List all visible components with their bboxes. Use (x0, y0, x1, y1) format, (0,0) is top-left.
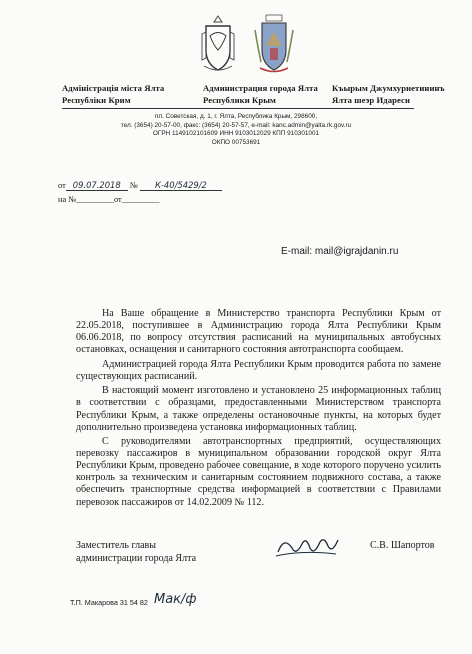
contact-phones: тел. (3654) 20-57-00, факс: (3654) 20-57-57, e-mail: kanc.admin@yalta.rk.gov.ru (120, 121, 352, 129)
header-crh-line1: Къырым Джумхуриетининъ (332, 83, 445, 93)
contact-ogrn: ОГРН 1149102101609 ИНН 9103012029 КПП 910301001 (152, 130, 320, 138)
registration-line (58, 180, 222, 191)
outgoing-number: К-40/5429/2 (140, 180, 222, 191)
body-paragraph-2: Администрацией города Ялта Республики Крым проводится работа по замене существующих расписаний. (76, 358, 441, 382)
header-russian (203, 82, 318, 106)
signatory-name: С.В. Шапортов (370, 540, 435, 551)
signatory-position (76, 540, 196, 565)
position-line-1: Заместитель главы (76, 540, 156, 551)
body-paragraph-4: С руководителями автотранспортных предприятий, осуществляющих перевозку пассажиров в муниципальном образовании городской округ Ялта Республики Крым, проведено рабочее совещание, в ходе которого поручено усилить контроль за техническим и санитарным состоянием подвижного состава, а также обеспечить транспортные средства информацией в соответствии с Правилами перевозок пассажиров от 14.02.2009 № 112. (76, 436, 441, 508)
executor-info: Т.П. Макарова 31 54 82 (70, 598, 148, 607)
contact-block (0, 113, 472, 147)
body-paragraph-1: На Ваше обращение в Министерство транспорта Республики Крым от 22.05.2018, поступившее в Администрацию города Ялта Республики Крым 06.06.2018, по вопросу отсутствия расписаний на муниципальных автобусных остановках, оснащения и санитарного состояния автотранспорта сообщаем. (76, 308, 441, 356)
header-ukrainian (62, 82, 164, 106)
body-paragraph-3: В настоящий момент изготовлено и установлено 25 информационных таблиц в соответствии с образцами, предоставленными Министерством транспорта Республики Крым, а также определены остановочные пункты, на которых будет дополнительно произведена установка информационных таблиц. (76, 385, 441, 433)
header-rus-line1: Администрация города Ялта (203, 83, 318, 93)
yalta-coat-of-arms-icon (252, 14, 296, 76)
crimea-emblem-icon (198, 14, 238, 76)
header-crh-line2: Ялта шеэр Идареси (332, 95, 411, 105)
header-ukr-line1: Адміністрація міста Ялта (62, 83, 165, 93)
header-divider (62, 108, 414, 109)
recipient-email: E-mail: mail@igrajdanin.ru (281, 246, 399, 257)
from-prefix: от (58, 181, 66, 190)
header-crimean-tatar (332, 82, 445, 106)
handwritten-signature (272, 530, 342, 564)
header-rus-line2: Республики Крым (203, 95, 276, 105)
position-line-2: администрации города Ялта (76, 552, 197, 564)
contact-address: пл. Советская, д. 1, г. Ялта, Республика Крым, 298600, (154, 113, 318, 120)
reply-reference: на №_________от_________ (58, 195, 160, 204)
contact-okpo: ОКПО 00753691 (211, 138, 261, 146)
header-ukr-line2: Республіки Крим (62, 95, 131, 105)
number-sign: № (129, 181, 138, 190)
outgoing-date: 09.07.2018 (66, 180, 128, 191)
letter-body (76, 308, 441, 511)
executor-initials: Мак/ф (154, 592, 197, 607)
